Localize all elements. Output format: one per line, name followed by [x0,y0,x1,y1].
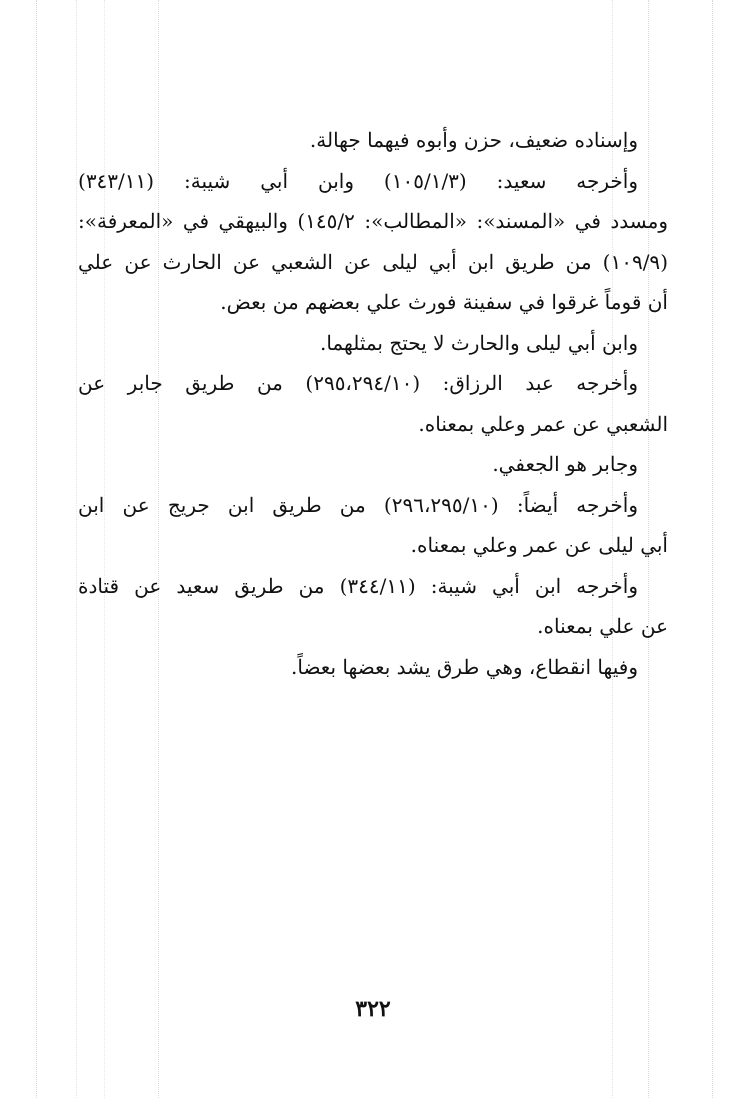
text-line: ومسدد في «المسند»: «المطالب»: ١٤٥/٢) والبيهقي في «المعرفة»: [78,209,668,233]
text-line: (١٠٩/٩) من طريق ابن أبي ليلى عن الشعبي عن الحارث عن علي [78,249,668,274]
text-line: أن قوماً غرقوا في سفينة فورث علي بعضهم من بعض. [220,290,668,314]
page-number: ٣٢٢ [355,996,391,1022]
scan-guide-line [76,0,77,1098]
text-line: وإسناده ضعيف، حزن وأبوه فيهما جهالة. [309,128,638,152]
text-line: عن علي بمعناه. [537,614,668,638]
scan-guide-line [36,0,37,1098]
text-line: أبي ليلى عن عمر وعلي بمعناه. [410,533,668,557]
text-line: وابن أبي ليلى والحارث لا يحتج بمثلهما. [319,330,638,355]
text-line: وفيها انقطاع، وهي طرق يشد بعضها بعضاً. [291,654,638,679]
text-line: وأخرجه ابن أبي شيبة: (٣٤٤/١١) من طريق سعيد عن قتادة [78,573,638,598]
text-line: وأخرجه أيضاً: (٢٩٦،٢٩٥/١٠) من طريق ابن جريج عن ابن [78,492,639,517]
text-line: وجابر هو الجعفي. [492,452,638,476]
text-line: الشعبي عن عمر وعلي بمعناه. [418,411,668,436]
body-text [78,120,668,687]
text-line: وأخرجه سعيد: (١٠٥/١/٣) وابن أبي شيبة: (٣٤٣/١١) [78,168,638,193]
text-line: وأخرجه عبد الرزاق: (٢٩٥،٢٩٤/١٠) من طريق جابر عن [78,371,638,395]
scan-guide-line [712,0,713,1098]
